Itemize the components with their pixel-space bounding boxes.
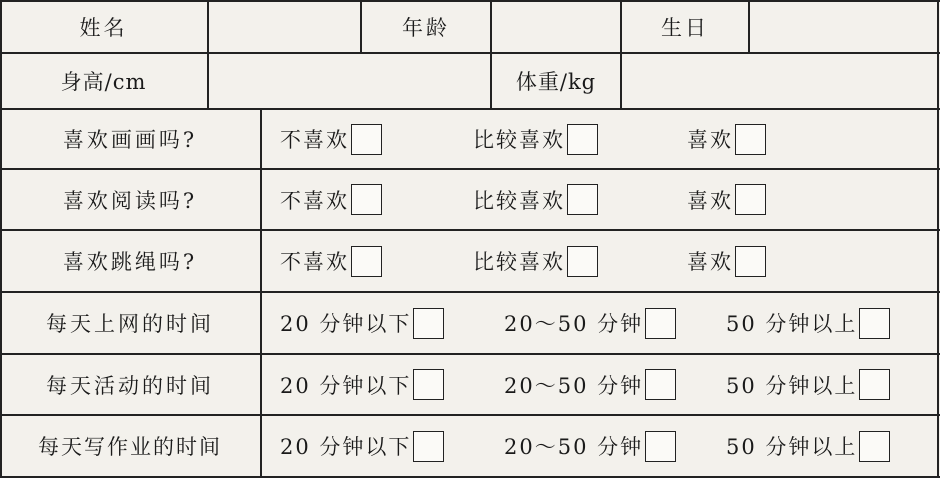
option-label: 不喜欢 bbox=[280, 188, 349, 213]
option-over-50 bbox=[726, 355, 890, 414]
option-label: 不喜欢 bbox=[280, 128, 349, 152]
checkbox[interactable] bbox=[567, 184, 598, 215]
col-divider bbox=[260, 108, 262, 478]
question-activity-time: 每天活动的时间 bbox=[46, 373, 214, 398]
option-label: 20～50 分钟 bbox=[504, 373, 644, 398]
weight-label: 体重/kg bbox=[515, 70, 597, 94]
checkbox[interactable] bbox=[351, 184, 382, 215]
checkbox[interactable] bbox=[735, 246, 766, 277]
option-label: 20 分钟以下 bbox=[280, 435, 412, 459]
option-label: 20～50 分钟 bbox=[504, 312, 644, 336]
option-label: 不喜欢 bbox=[280, 250, 349, 274]
question-jump-rope: 喜欢跳绳吗? bbox=[62, 250, 198, 274]
option-like bbox=[687, 110, 766, 168]
birthday-label: 生日 bbox=[661, 16, 709, 40]
option-under-20 bbox=[280, 293, 444, 353]
birthday-field[interactable] bbox=[750, 2, 937, 52]
age-field[interactable] bbox=[492, 2, 620, 52]
option-20-50 bbox=[504, 416, 676, 476]
checkbox[interactable] bbox=[859, 431, 890, 462]
name-field[interactable] bbox=[209, 2, 360, 52]
checkbox[interactable] bbox=[859, 369, 890, 400]
option-somewhat-like bbox=[473, 231, 598, 291]
checkbox[interactable] bbox=[645, 308, 676, 339]
option-label: 比较喜欢 bbox=[473, 128, 565, 152]
checkbox[interactable] bbox=[859, 308, 890, 339]
option-label: 20 分钟以下 bbox=[280, 312, 412, 336]
option-under-20 bbox=[280, 355, 444, 414]
checkbox[interactable] bbox=[645, 369, 676, 400]
option-over-50 bbox=[726, 293, 890, 353]
age-label: 年龄 bbox=[402, 16, 450, 40]
checkbox[interactable] bbox=[645, 431, 676, 462]
option-label: 20～50 分钟 bbox=[504, 435, 644, 459]
option-label: 20 分钟以下 bbox=[280, 373, 412, 398]
checkbox[interactable] bbox=[735, 184, 766, 215]
option-label: 喜欢 bbox=[687, 188, 733, 213]
table-border-right bbox=[937, 0, 939, 478]
checkbox[interactable] bbox=[735, 124, 766, 155]
option-20-50 bbox=[504, 293, 676, 353]
question-homework-time: 每天写作业的时间 bbox=[38, 435, 222, 459]
checkbox[interactable] bbox=[351, 124, 382, 155]
option-somewhat-like bbox=[473, 110, 598, 168]
option-20-50 bbox=[504, 355, 676, 414]
weight-field[interactable] bbox=[622, 54, 937, 108]
checkbox[interactable] bbox=[351, 246, 382, 277]
option-label: 比较喜欢 bbox=[473, 188, 565, 213]
option-label: 50 分钟以上 bbox=[726, 312, 858, 336]
option-dislike bbox=[280, 170, 382, 229]
option-label: 50 分钟以上 bbox=[726, 435, 858, 459]
option-like bbox=[687, 231, 766, 291]
question-online-time: 每天上网的时间 bbox=[46, 312, 214, 336]
name-label: 姓名 bbox=[79, 16, 128, 40]
option-dislike bbox=[280, 231, 382, 291]
question-reading: 喜欢阅读吗? bbox=[62, 188, 198, 213]
height-label: 身高/cm bbox=[60, 70, 147, 94]
option-label: 喜欢 bbox=[687, 128, 733, 152]
checkbox[interactable] bbox=[567, 246, 598, 277]
option-label: 喜欢 bbox=[687, 250, 733, 274]
checkbox[interactable] bbox=[413, 308, 444, 339]
checkbox[interactable] bbox=[567, 124, 598, 155]
option-label: 50 分钟以上 bbox=[726, 373, 858, 398]
checkbox[interactable] bbox=[413, 431, 444, 462]
option-somewhat-like bbox=[473, 170, 598, 229]
option-label: 比较喜欢 bbox=[473, 250, 565, 274]
question-drawing: 喜欢画画吗? bbox=[62, 128, 198, 152]
height-field[interactable] bbox=[209, 54, 490, 108]
option-dislike bbox=[280, 110, 382, 168]
option-over-50 bbox=[726, 416, 890, 476]
option-under-20 bbox=[280, 416, 444, 476]
checkbox[interactable] bbox=[413, 369, 444, 400]
option-like bbox=[687, 170, 766, 229]
